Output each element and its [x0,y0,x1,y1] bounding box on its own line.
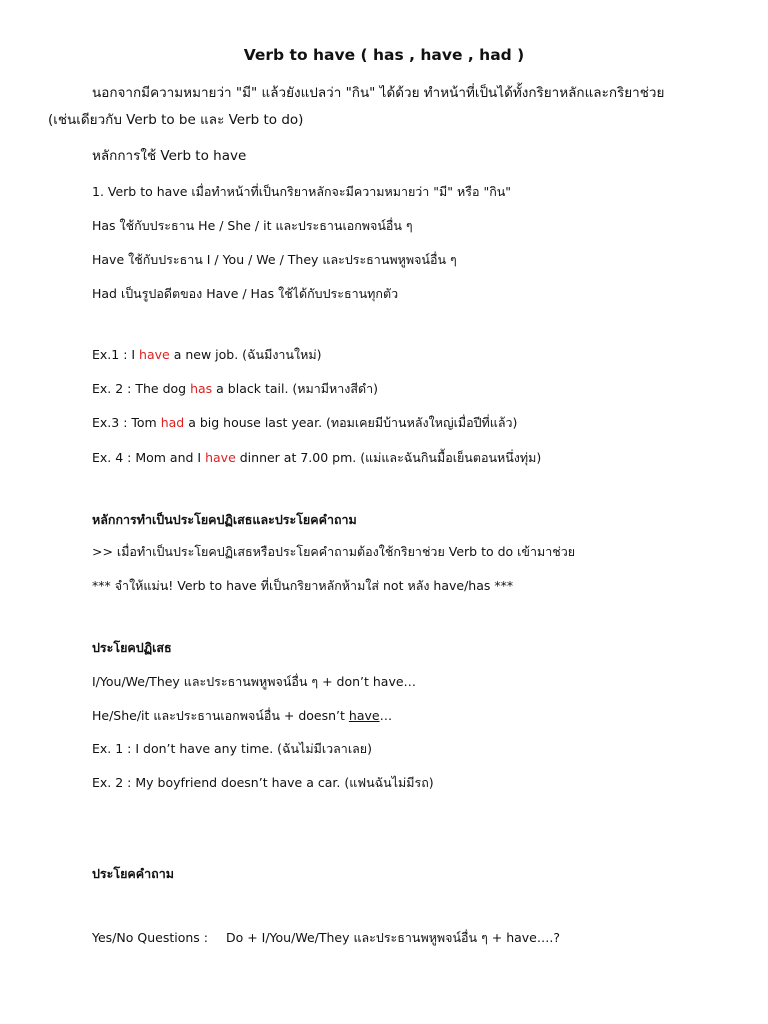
negative-rule-2-pre: He/She/it และประธานเอกพจน์อื่น + doesn’t [92,708,349,723]
example-2 [92,380,378,398]
warning-note: *** จำให้แม่น! Verb to have ที่เป็นกริยาหลักห้ามใส่ not หลัง have/has *** [92,578,514,593]
example-3-pre: Ex.3 : Tom [92,415,161,430]
example-1 [92,346,321,364]
example-1-post: a new job. (ฉันมีงานใหม่) [169,347,322,362]
example-1-pre: Ex.1 : I [92,347,140,362]
yesno-question-line [92,929,560,947]
intro-line-1: นอกจากมีความหมายว่า "มี" แล้วยังแปลว่า "กิน" ได้ด้วย ทำหน้าที่เป็นได้ทั้งกริยาหลักและกริยาช่วย [92,85,665,101]
example-3-verb: had [160,415,185,430]
example-4-verb: have [205,450,236,465]
negative-rule-2-underlined: have [348,708,380,723]
yesno-rule: Do + I/You/We/They และประธานพหูพจน์อื่น ๆ + have….? [225,930,560,945]
example-3-post: a big house last year. (ทอมเคยมีบ้านหลังใหญ่เมื่อปีที่แล้ว) [184,415,518,430]
example-2-post: a black tail. (หมามีหางสีดำ) [212,381,379,396]
have-rule: Have ใช้กับประธาน I / You / We / They และประธานพหูพจน์อื่น ๆ [92,252,457,267]
intro-line-2: (เช่นเดียวกับ Verb to be และ Verb to do) [48,112,304,128]
example-1-verb: have [139,347,170,362]
document-title: Verb to have ( has , have , had ) [243,46,525,64]
question-heading: ประโยคคำถาม [92,866,174,881]
negative-rule-1: I/You/We/They และประธานพหูพจน์อื่น ๆ + don’t have… [92,674,417,689]
rule-1: 1. Verb to have เมื่อทำหน้าที่เป็นกริยาหลักจะมีความหมายว่า "มี" หรือ "กิน" [92,184,512,199]
example-4 [92,449,541,467]
negative-rule-2 [92,707,392,725]
example-4-pre: Ex. 4 : Mom and I [92,450,206,465]
example-2-pre: Ex. 2 : The dog [92,381,191,396]
usage-heading: หลักการใช้ Verb to have [92,148,247,164]
had-rule: Had เป็นรูปอดีตของ Have / Has ใช้ได้กับประธานทุกตัว [92,286,399,301]
negative-heading: ประโยคปฏิเสธ [92,640,172,655]
example-2-verb: has [190,381,213,396]
has-rule: Has ใช้กับประธาน He / She / it และประธานเอกพจน์อื่น ๆ [92,218,413,233]
example-3 [92,414,517,432]
neg-question-heading: หลักการทำเป็นประโยคปฏิเสธและประโยคคำถาม [92,512,357,527]
neg-question-rule: >> เมื่อทำเป็นประโยคปฏิเสธหรือประโยคคำถามต้องใช้กริยาช่วย Verb to do เข้ามาช่วย [92,544,576,559]
negative-example-1: Ex. 1 : I don’t have any time. (ฉันไม่มีเวลาเลย) [92,741,372,756]
negative-rule-2-post: … [379,708,393,723]
example-4-post: dinner at 7.00 pm. (แม่และฉันกินมื้อเย็นตอนหนึ่งทุ่ม) [235,450,542,465]
yesno-label: Yes/No Questions : [92,930,208,945]
negative-example-2: Ex. 2 : My boyfriend doesn’t have a car. (แฟนฉันไม่มีรถ) [92,775,434,790]
